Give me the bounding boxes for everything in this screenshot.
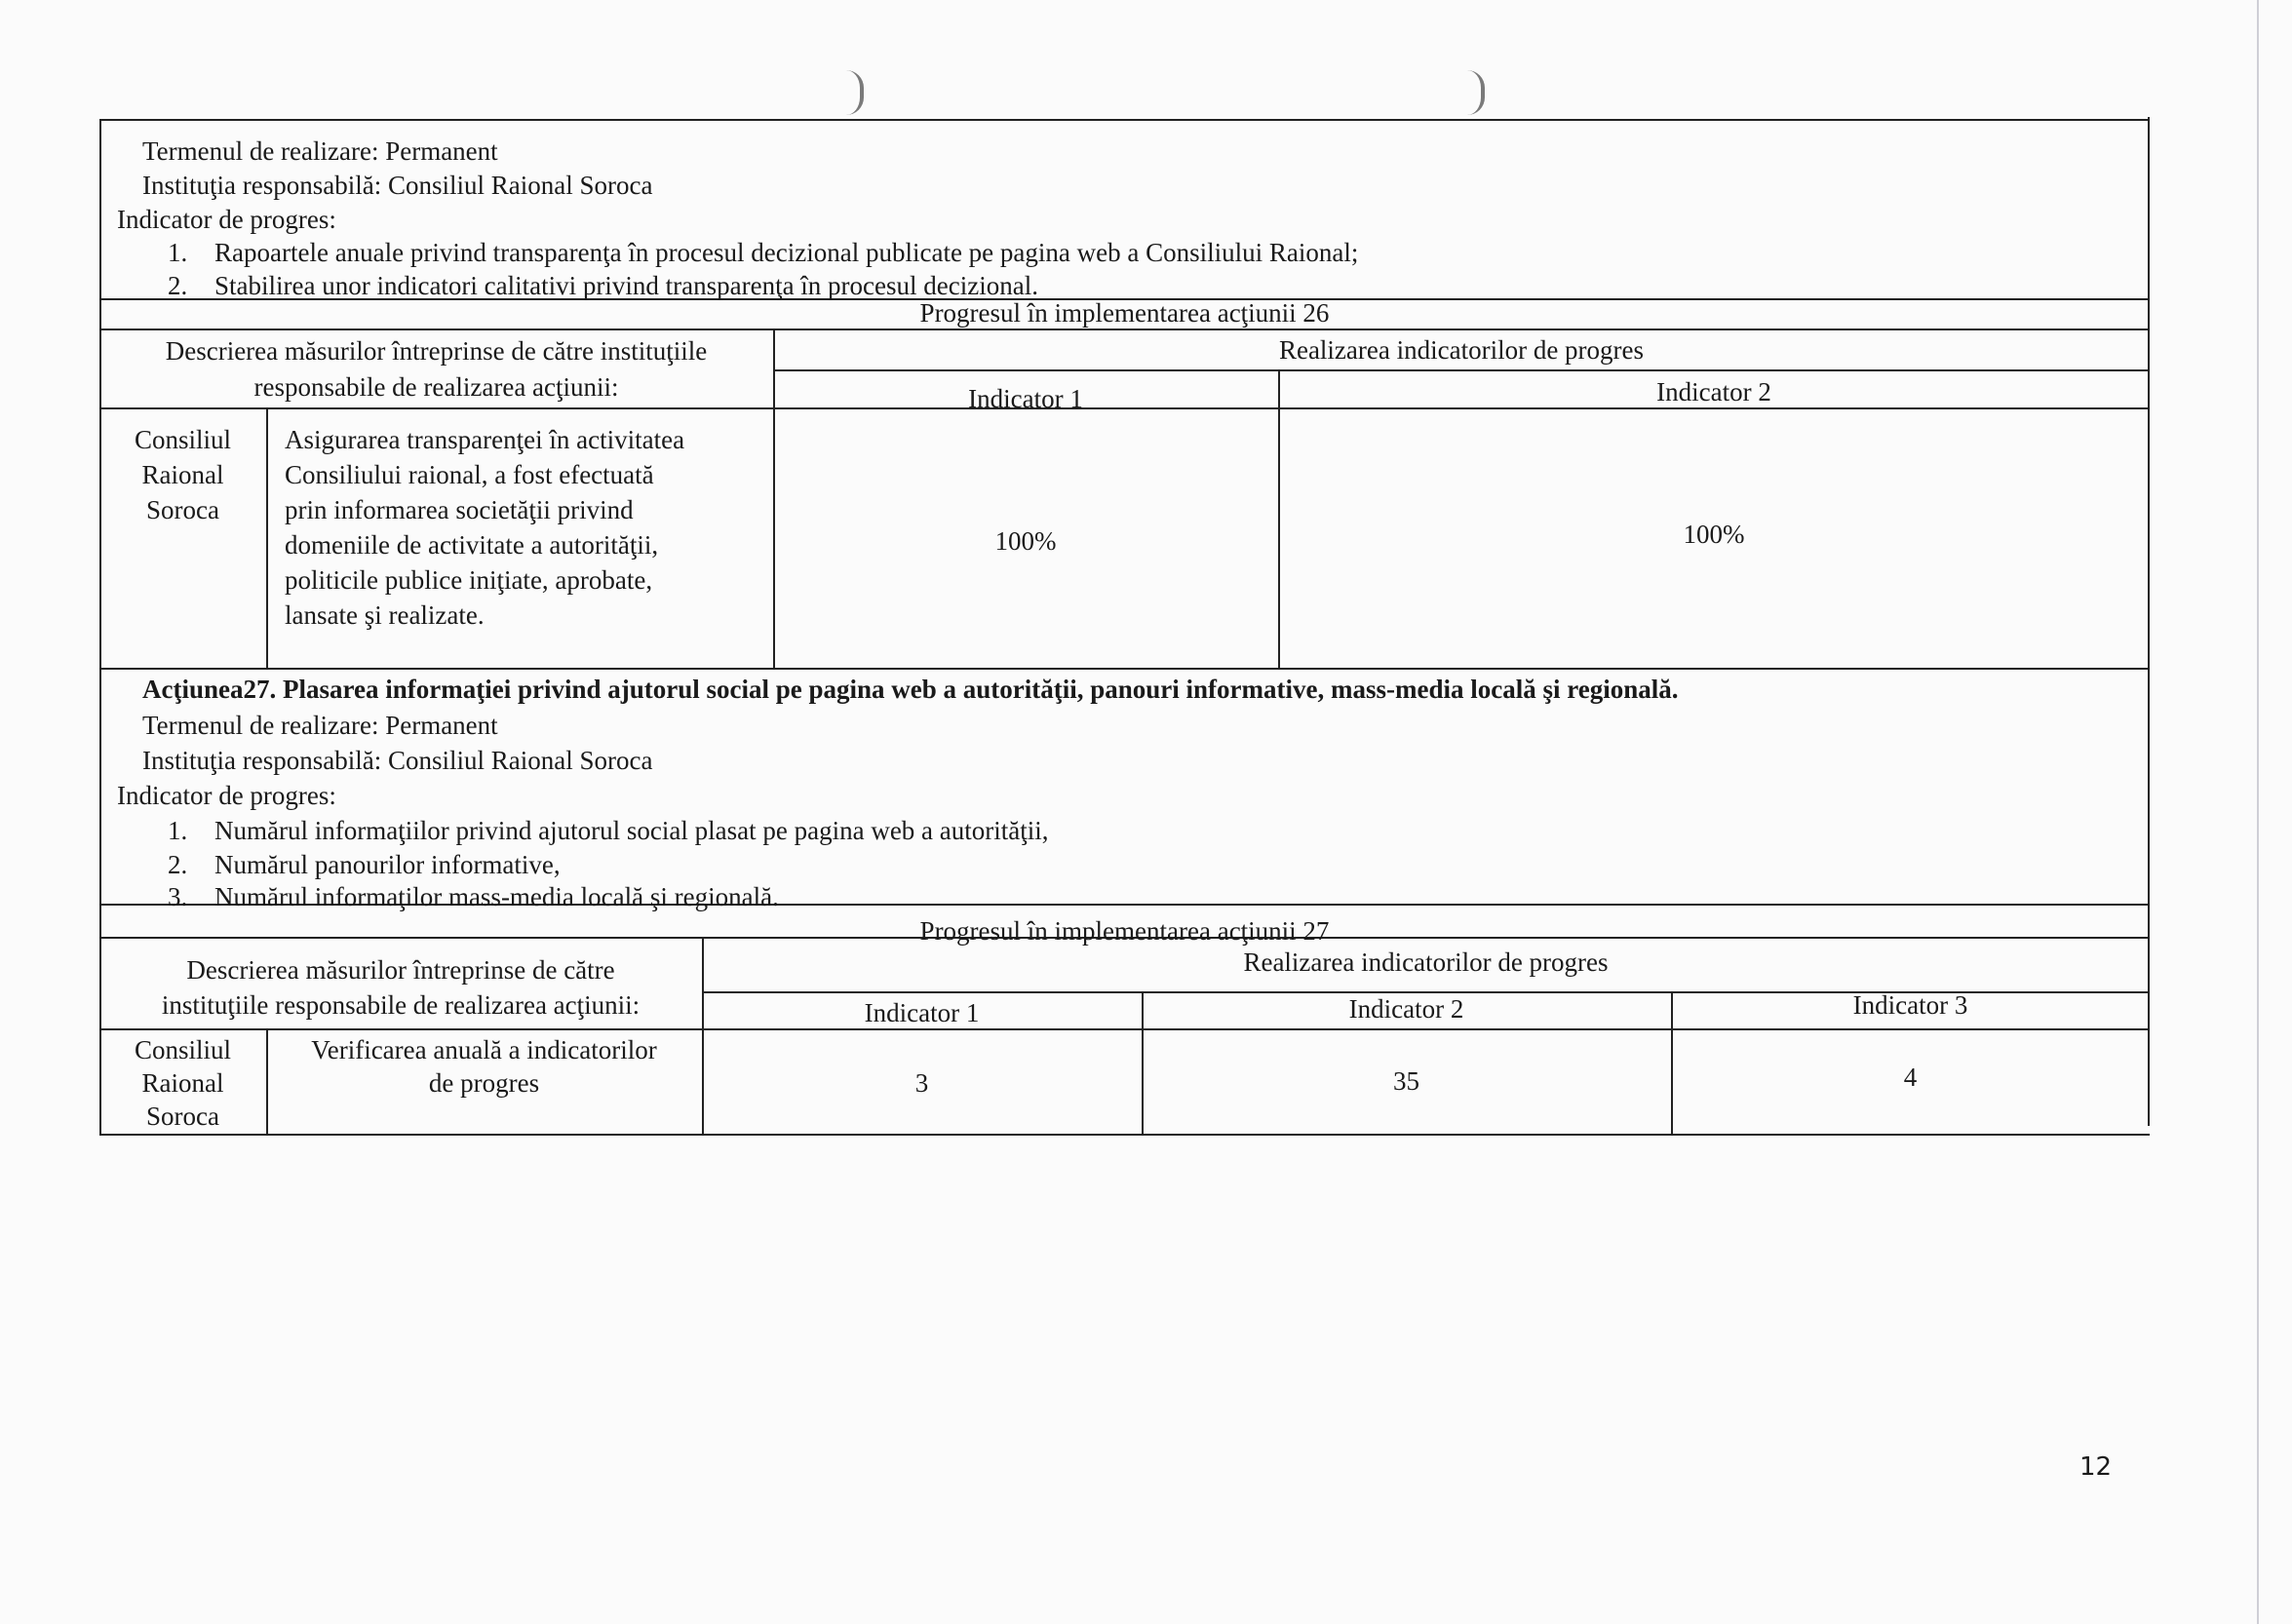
row-divider: [99, 668, 2150, 670]
page-number: 12: [2079, 1452, 2113, 1482]
punch-hole-mark: [846, 70, 864, 115]
progress-title: Progresul în implementarea acţiunii 26: [919, 298, 1330, 328]
indicator-number: 3.: [168, 882, 188, 911]
institution-text: Instituţia responsabilă: Consiliul Raional Soroca: [142, 171, 653, 200]
description-cell-line: Asigurarea transparenţei în activitatea: [285, 425, 685, 454]
indicator-number: 2.: [168, 850, 188, 879]
realizare-header: Realizarea indicatorilor de progres: [1243, 947, 1609, 977]
action-title-text: Plasarea informaţiei privind ajutorul social pe pagina web a autorităţii, panouri informative, mass-media locală şi regională.: [276, 675, 1679, 704]
indicator-item: Rapoartele anuale privind transparenţa în procesul decizional publicate pe pagina web a Consiliului Raional;: [214, 238, 1359, 267]
indicator-item: Numărul informaţilor mass-media locală şi regională.: [214, 882, 779, 911]
indicator-header: Indicator 1: [864, 998, 980, 1027]
institution-cell-line: Consiliul: [134, 425, 232, 454]
indicator-heading: Indicator de progres:: [117, 205, 336, 234]
indicator-value: 100%: [1683, 520, 1745, 549]
term-text: Termenul de realizare: Permanent: [142, 711, 498, 740]
table-border-top: [99, 119, 2150, 121]
institution-cell-line: Soroca: [146, 495, 219, 524]
action-title-prefix: Acţiunea27.: [142, 675, 277, 704]
indicator-header: Indicator 2: [1348, 994, 1464, 1024]
progress-title: Progresul în implementarea acţiunii 27: [919, 916, 1330, 946]
indicator-header: Indicator 1: [968, 384, 1083, 413]
indicator-header: Indicator 3: [1852, 990, 1968, 1020]
punch-hole-mark: [1467, 70, 1485, 115]
description-cell-line: prin informarea societăţii privind: [285, 495, 634, 524]
description-header-line: responsabile de realizarea acţiunii:: [253, 372, 619, 402]
institution-cell-line: Raional: [141, 460, 224, 489]
indicator-item: Numărul panourilor informative,: [214, 850, 561, 879]
row-divider: [773, 369, 2150, 371]
indicator-value: 100%: [994, 526, 1057, 556]
description-cell-line: de progres: [428, 1068, 540, 1098]
description-cell-line: domeniile de activitate a autorităţii,: [285, 530, 659, 560]
institution-cell-line: Raional: [141, 1068, 224, 1098]
indicator-value: 35: [1393, 1066, 1419, 1096]
description-cell-line: lansate şi realizate.: [285, 600, 485, 630]
page-edge: [2257, 0, 2259, 1624]
description-header-line: Descrierea măsurilor întreprinse de către: [186, 955, 615, 985]
indicator-item: Numărul informaţiilor privind ajutorul social plasat pe pagina web a autorităţii,: [214, 816, 1049, 845]
description-header-line: instituţiile responsabile de realizarea acţiunii:: [161, 990, 641, 1020]
indicator-item: Stabilirea unor indicatori calitativi privind transparenţa în procesul decizional.: [214, 271, 1038, 300]
indicator-heading: Indicator de progres:: [117, 781, 336, 810]
description-header-line: Descrierea măsurilor întreprinse de către instituţiile: [165, 336, 708, 366]
description-cell-line: politicile publice iniţiate, aprobate,: [285, 565, 653, 595]
indicator-number: 1.: [168, 238, 188, 267]
description-cell-line: Verificarea anuală a indicatorilor: [311, 1035, 657, 1064]
indicator-value: 3: [914, 1068, 929, 1098]
indicator-number: 2.: [168, 271, 188, 300]
indicator-value: 4: [1903, 1063, 1918, 1092]
action-title: [142, 673, 1678, 706]
table-border-bottom: [99, 1134, 2150, 1136]
col-divider: [773, 329, 775, 668]
institution-cell-line: Consiliul: [134, 1035, 232, 1064]
indicator-header: Indicator 2: [1656, 377, 1771, 406]
description-cell-line: Consiliului raional, a fost efectuată: [285, 460, 654, 489]
col-divider: [266, 407, 268, 668]
institution-cell-line: Soroca: [146, 1102, 219, 1131]
indicator-number: 1.: [168, 816, 188, 845]
term-text: Termenul de realizare: Permanent: [142, 136, 498, 166]
institution-text: Instituţia responsabilă: Consiliul Raional Soroca: [142, 746, 653, 775]
realizare-header: Realizarea indicatorilor de progres: [1278, 335, 1645, 365]
